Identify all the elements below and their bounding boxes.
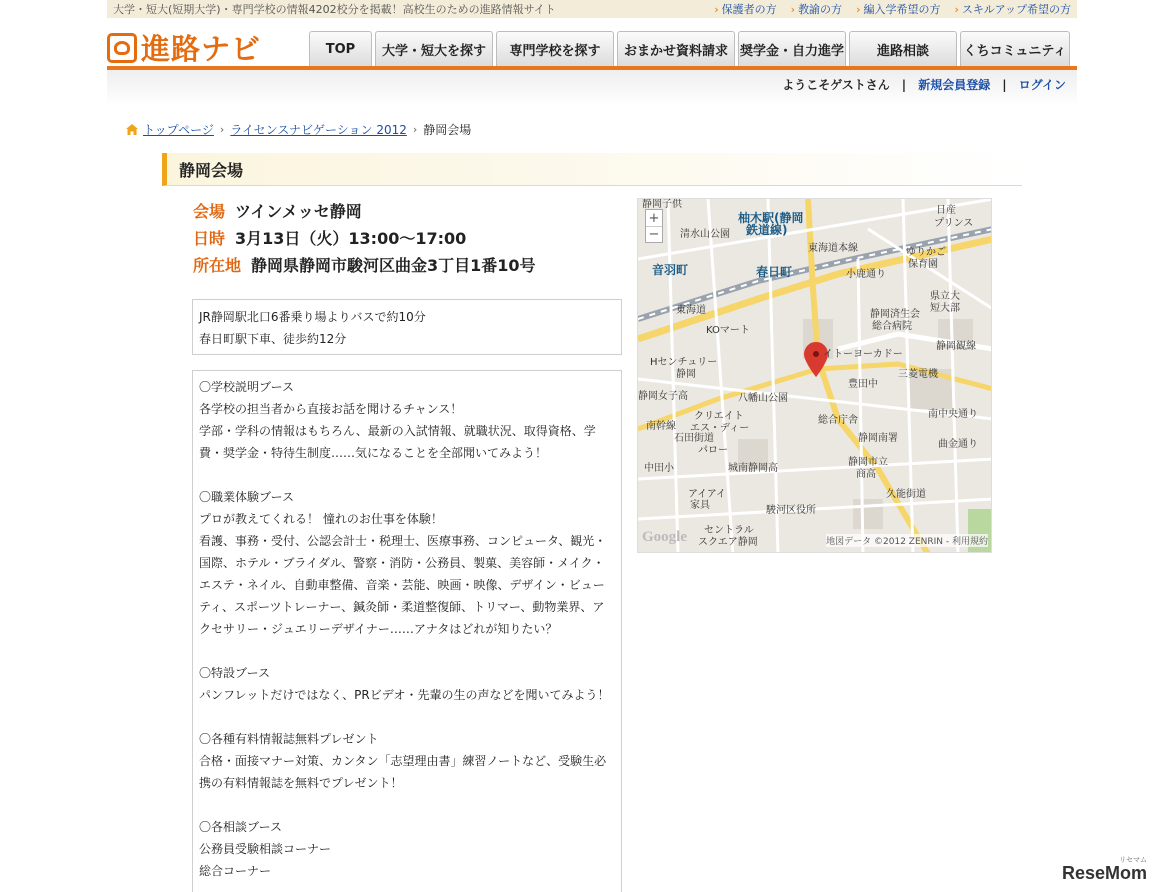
map-label: エス・ディー [690,423,750,434]
date-row [193,226,536,253]
link-skillup[interactable]: › スキルアップ希望の方 [954,1,1071,17]
map-label: 短大部 [930,303,960,314]
booth-section [199,816,615,882]
nav-tab-consult[interactable]: 進路相談 [849,31,957,66]
map-label: 久能街道 [886,489,926,500]
access-line: 春日町駅下車、徒歩約12分 [199,332,347,346]
map-label: Hセンチュリー [650,357,718,368]
booth-title: 〇各種有料情報誌無料プレゼント [199,732,379,746]
map-label: 八幡山公園 [738,393,788,404]
welcome-text: ようこそゲストさん [782,78,890,92]
map-label: パロー [698,445,728,456]
link-teachers[interactable]: › 教諭の方 [791,1,842,17]
map-label: 鉄道線) [746,223,788,237]
map-label: 東海道 [676,305,706,316]
separator: | [1002,77,1007,92]
map-label: 音羽町 [652,263,689,277]
access-line: JR静岡駅北口6番乗り場よりバスで約10分 [199,310,426,324]
map-label: 南中央通り [928,409,978,420]
breadcrumb [126,121,471,138]
booth-body: パンフレットだけではなく、PRビデオ・先輩の生の声などを聞いてみよう！ [199,688,610,702]
map-label: 三菱電機 [898,369,938,380]
breadcrumb-home[interactable]: トップページ [143,123,214,137]
date-value: 3月13日（火）13:00～17:00 [235,229,467,248]
site-tagline: 大学・短大(短期大学)・専門学校の情報4202校分を掲載！高校生のための進路情報サイト [113,3,556,16]
main-nav [309,31,1070,66]
watermark-sub: リセマム [1119,857,1147,864]
map-label: 小鹿通り [846,269,886,280]
booth-body: 公務員受験相談コーナー [199,842,332,856]
booth-list [192,370,622,892]
zoom-out-button[interactable]: − [646,226,662,242]
map-label: 中田小 [644,463,674,474]
map-label: クリエイト [694,411,744,422]
logo-mark-icon [107,33,137,63]
map-label: 静岡済生会 [870,309,920,320]
map-label: 城南静岡高 [728,463,778,474]
booth-body: 合格・面接マナー対策、カンタン「志望理由書」練習ノートなど、受験生必携の有料情報誌を無料でプレゼント！ [199,754,607,790]
map-label: 柚木駅(静岡 [738,211,804,225]
booth-section [199,376,615,464]
map-label: 家具 [690,500,710,511]
map-label: 春日町 [756,265,793,279]
map-label: 総合庁舎 [818,415,858,426]
watermark-text: ReseMom [1061,863,1147,883]
booth-section [199,486,615,640]
booth-body: 各学校の担当者から直接お話を聞けるチャンス！ [199,402,463,416]
map-label: 東海道本線 [808,243,858,254]
booth-title: 〇職業体験ブース [199,490,295,504]
login-link[interactable]: ログイン [1018,78,1066,92]
map-label: イトーヨーカドー [823,349,903,360]
map-label: 静岡南署 [858,433,898,444]
breadcrumb-current: 静岡会場 [423,123,472,137]
nav-tab-community[interactable]: くちコミュニティ [960,31,1070,66]
page-title: 静岡会場 [162,153,1022,186]
map-label: 県立大 [930,291,960,302]
map-label: 駿河区役所 [766,505,816,516]
nav-tab-brochure[interactable]: おまかせ資料請求 [617,31,735,66]
register-link[interactable]: 新規会員登録 [918,78,991,92]
booth-section [199,728,615,794]
map-label: 豊田中 [848,379,878,390]
map-label: 日産 [936,205,956,216]
map-label: アイアイ [688,489,726,500]
address-label: 所在地 [193,256,242,275]
map-label: セントラル [704,525,754,536]
venue-value: ツインメッセ静岡 [235,202,362,221]
map-label: 南幹線 [646,421,676,432]
link-parents[interactable]: › 保護者の方 [714,1,776,17]
map-credits[interactable]: 地図データ ©2012 ZENRIN - 利用規約 [826,534,988,547]
event-info [193,199,536,280]
zoom-control [645,209,663,243]
booth-body: プロが教えてくれる！ 憧れのお仕事を体験！ [199,512,443,526]
map-label: 曲金通り [938,439,978,450]
link-transfer[interactable]: › 編入学希望の方 [856,1,940,17]
map-label: 静岡 [676,369,696,380]
site-logo[interactable] [107,27,261,68]
nav-tab-scholarship[interactable]: 奨学金・自力進学 [738,31,846,66]
chevron-right-icon: › [412,123,418,136]
access-box [192,299,622,355]
nav-tab-vocational[interactable]: 専門学校を探す [496,31,614,66]
watermark [1061,857,1147,884]
booth-body: 総合コーナー [199,864,272,878]
address-value: 静岡県静岡市駿河区曲金3丁目1番10号 [251,256,536,275]
map-label: 総合病院 [872,321,912,332]
audience-links [714,1,1071,17]
booth-title: 〇特設ブース [199,666,271,680]
map-label: ゆりかご [906,247,946,258]
booth-section [199,662,615,706]
map-label: 静岡観線 [936,341,976,352]
venue-label: 会場 [193,202,226,221]
map-label: 静岡女子高 [638,391,688,402]
map-label: 静岡子供 [642,199,682,210]
map-label: 保育園 [908,259,938,270]
top-strip [107,0,1077,18]
location-map[interactable] [637,198,992,553]
date-label: 日時 [193,229,226,248]
nav-tab-top[interactable]: TOP [309,31,372,66]
map-label: 商高 [856,469,876,480]
google-logo: Google [642,529,687,545]
zoom-in-button[interactable]: + [648,210,660,226]
chevron-right-icon: › [219,123,225,136]
map-label: KOマート [706,325,750,336]
map-label: プリンス [934,218,974,229]
separator: | [901,77,907,92]
breadcrumb-parent[interactable]: ライセンスナビゲーション 2012 [230,123,407,137]
map-label: 清水山公園 [680,229,730,240]
map-label: スクエア静岡 [698,537,758,548]
booth-body: 看護、事務・受付、公認会計士・税理士、医療事務、コンピュータ、観光・国際、ホテル・ブライダル、警察・消防・公務員、製菓、美容師・メイク・エステ・ネイル、自動車整備、音楽・芸能、映画・映像、デザイン・ビューティ、スポーツトレーナー、鍼灸師・柔道整復師、トリマー、動物業界、アクセサリー・ジュエリーデザイナー……アナタはどれが知りたい？ [199,534,607,636]
booth-body: 学部・学科の情報はもちろん、最新の入試情報、就職状況、取得資格、学費・奨学金・特待生制度……気になることを全部聞いてみよう！ [199,424,596,460]
venue-row [193,199,536,226]
map-label: 石田街道 [674,433,714,444]
map-label: 静岡市立 [848,457,888,468]
nav-tab-university[interactable]: 大学・短大を探す [375,31,493,66]
booth-title: 〇各相談ブース [199,820,283,834]
logo-text: 進路ナビ [141,32,262,66]
booth-title: 〇学校説明ブース [199,380,295,394]
user-bar [782,76,1066,93]
address-row [193,253,536,280]
home-icon [126,124,138,135]
